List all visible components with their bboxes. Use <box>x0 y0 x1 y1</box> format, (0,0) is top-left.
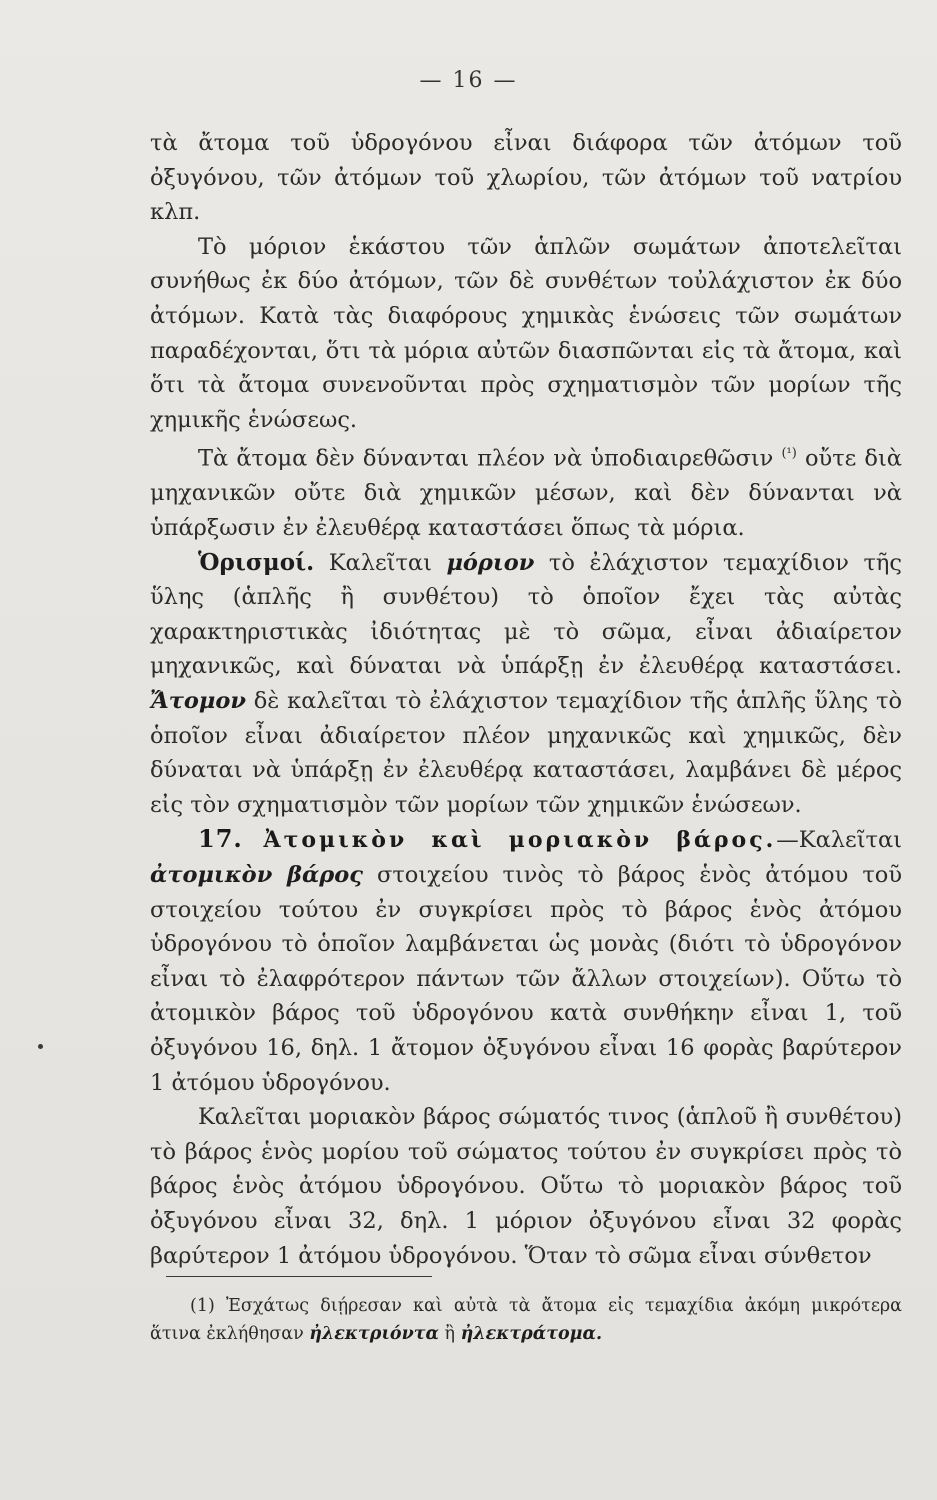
footnote-term-electrons: ἠλεκτριόντα <box>309 1324 439 1344</box>
footnote-text: (1) Ἐσχάτως διῄρεσαν καὶ αὐτὰ τὰ ἄτομα εἰς τεμαχίδια ἀκόμη μικρότερα ἅτινα ἐκλήθησαν <box>150 1296 902 1344</box>
page-number: — 16 — <box>419 68 518 93</box>
paragraph-text: Καλεῖται <box>314 549 447 576</box>
paragraph-definitions <box>150 546 902 823</box>
footnote-divider <box>166 1276 432 1277</box>
footnote <box>150 1292 902 1348</box>
definitions-heading: Ὁρισμοί. <box>198 548 315 576</box>
paragraph-text: οὔτε διὰ μηχανικῶν οὔτε διὰ χημικῶν μέσων, καὶ δὲν δύνανται νὰ ὑπάρξωσιν ἐν ἐλευθέρᾳ καταστάσει ὅπως τὰ μόρια. <box>150 445 902 542</box>
paragraph-atom-indivisible <box>150 437 902 545</box>
section-title: Ἀτομικὸν καὶ μοριακὸν βάρος. <box>263 827 777 854</box>
body-text <box>150 126 902 1273</box>
paragraph-text: τὸ ἐλάχιστον τεμαχίδιον τῆς ὕλης (ἁπλῆς ἢ συνθέτου) τὸ ὁποῖον ἔχει τὰς αὐτὰς χαρακτηριστικὰς ἰδιότητας μὲ τὸ σῶμα, εἶναι ἀδιαίρετον μηχανικῶς, καὶ δύναται νὰ ὑπάρξῃ ἐν ἐλευθέρᾳ καταστάσει. <box>150 549 902 680</box>
paragraph-molecular-weight: Καλεῖται μοριακὸν βάρος σώματός τινος (ἁπλοῦ ἢ συνθέτου) τὸ βάρος ἑνὸς μορίου τοῦ σώματος τούτου ἐν συγκρίσει πρὸς τὸ βάρος ἑνὸς ἀτόμου ὑδρογόνου. Οὕτω τὸ μοριακὸν βάρος τοῦ ὀξυγόνου εἶναι 32, δηλ. 1 μόριον ὀξυγόνου εἶναι 32 φορὰς βαρύτερον 1 ἀτόμου ὑδρογόνου. Ὅταν τὸ σῶμα εἶναι σύνθετον <box>150 1104 902 1269</box>
section-number: 17. <box>198 824 243 854</box>
paragraph-text: —Καλεῖται <box>776 827 903 854</box>
term-molecule: μόριον <box>446 549 535 576</box>
term-atomic-weight: ἀτομικὸν βάρος <box>150 861 363 888</box>
footnote-reference: (¹) <box>781 446 797 462</box>
paragraph-atomic-weight <box>150 822 902 1100</box>
ink-speck <box>38 1044 43 1049</box>
footnote-text: ἢ <box>438 1324 461 1344</box>
paragraph-continuation: τὰ ἄτομα τοῦ ὑδρογόνου εἶναι διάφορα τῶν ἀτόμων τοῦ ὀξυγόνου, τῶν ἀτόμων τοῦ χλωρίου, τῶν ἀτόμων τοῦ νατρίου κλπ. <box>150 130 902 226</box>
paragraph-text: Τὰ ἄτομα δὲν δύνανται πλέον νὰ ὑποδιαιρεθῶσιν <box>198 445 774 472</box>
term-atom: Ἄτομον <box>150 688 246 714</box>
paragraph-text: δὲ καλεῖται τὸ ἐλάχιστον τεμαχίδιον τῆς ἁπλῆς ὕλης τὸ ὁποῖον εἶναι ἀδιαίρετον πλέον μηχανικῶς καὶ χημικῶς, δὲν δύναται νὰ ὑπάρξῃ ἐν ἐλευθέρᾳ καταστάσει, λαμβάνει δὲ μέρος εἰς τὸν σχηματισμὸν τῶν μορίων τῶν χημικῶν ἑνώσεων. <box>150 688 902 818</box>
paragraph-text: στοιχείου τινὸς τὸ βάρος ἑνὸς ἀτόμου τοῦ στοιχείου τούτου ἐν συγκρίσει πρὸς τὸ βάρος ἑνὸς ἀτόμου ὑδρογόνου τὸ ὁποῖον λαμβάνεται ὡς μονὰς (διότι τὸ ὑδρογόνον εἶναι τὸ ἐλαφρότερον πάντων τῶν ἄλλων στοιχείων). Οὕτω τὸ ἀτομικὸν βάρος τοῦ ὑδρογόνου κατὰ συνθήκην εἶναι 1, τοῦ ὀξυγόνου 16, δηλ. 1 ἄτομον ὀξυγόνου εἶναι 16 φορὰς βαρύτερον 1 ἀτόμου ὑδρογόνου. <box>150 861 902 1096</box>
footnote-term-electratoms: ἠλεκτράτομα. <box>460 1324 603 1344</box>
paragraph-molecule-composition: Τὸ μόριον ἑκάστου τῶν ἁπλῶν σωμάτων ἀποτελεῖται συνήθως ἐκ δύο ἀτόμων, τῶν δὲ συνθέτων τοὐλάχιστον ἐκ δύο ἀτόμων. Κατὰ τὰς διαφόρους χημικὰς ἑνώσεις τῶν σωμάτων παραδέχονται, ὅτι τὰ μόρια αὐτῶν διασπῶνται εἰς τὰ ἄτομα, καὶ ὅτι τὰ ἄτομα συνενοῦνται πρὸς σχηματισμὸν τῶν μορίων τῆς χημικῆς ἑνώσεως. <box>150 233 902 433</box>
